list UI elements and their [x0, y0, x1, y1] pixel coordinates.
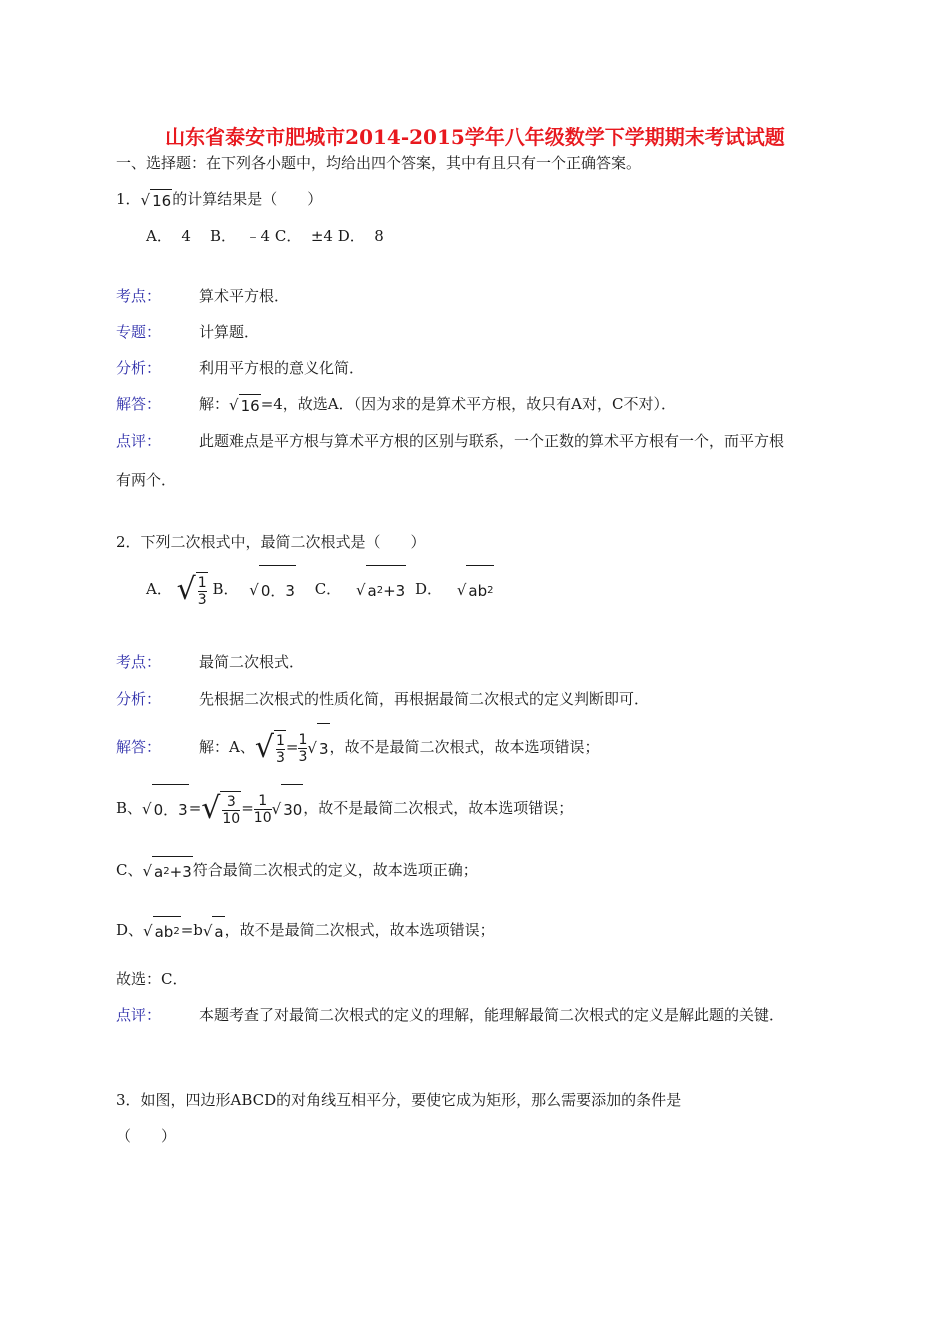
radical-sign-icon: √ — [142, 800, 152, 818]
question-3: 3．如图，四边形ABCD的对角线互相平分，要使它成为矩形，那么需要添加的条件是 — [116, 1091, 682, 1109]
radical-sign-icon: √ — [140, 191, 151, 209]
q1-jieda: 解答： 解： √ 16 =4，故选A．（因为求的是算术平方根，故只有A对，C不对）． — [116, 395, 676, 415]
q1-fenxi: 分析： 利用平方根的意义化简． — [116, 359, 365, 377]
sqrt-expression: √ 0．3 — [142, 784, 189, 835]
radical-sign-icon: √ — [201, 791, 221, 826]
q2-dianping: 点评： 本题考查了对最简二次根式的定义的理解，能理解最简二次根式的定义是解此题的关键． — [116, 1006, 785, 1024]
q2-fenxi: 分析： 先根据二次根式的性质化简，再根据最简二次根式的定义判断即可． — [116, 690, 650, 708]
fraction: $\frac{1}{3}$ — [298, 731, 308, 765]
fraction: $\frac{1}{10}$ — [253, 792, 272, 826]
sqrt-expression: √ 30 — [272, 784, 304, 835]
radical-sign-icon: √ — [143, 922, 153, 940]
q1-dianping: 点评： 此题难点是平方根与算术平方根的区别与联系，一个正数的算术平方根有一个，而平方根 — [116, 432, 785, 450]
q2-line-c: C、 √ a 2 +3 符合最简二次根式的定义，故本选项正确； — [116, 855, 478, 887]
sqrt-fraction: √ $\frac{3}{10}$ — [201, 784, 241, 834]
question-stem: 的计算结果是（ ） — [172, 190, 323, 208]
q2-choice: 故选：C． — [116, 970, 188, 988]
section-heading: 一、选择题：在下列各小题中，均给出四个答案，其中有且只有一个正确答案。 — [116, 154, 642, 172]
question-number: 1． — [116, 190, 141, 208]
sqrt-expression: √ 16 — [141, 189, 173, 212]
radical-sign-icon: √ — [271, 800, 282, 818]
radical-sign-icon: √ — [202, 922, 213, 940]
document-title: 山东省泰安市肥城市2014-2015学年八年级数学下学期期末考试试题 — [165, 125, 785, 149]
sqrt-expression: √ 16 — [229, 394, 261, 417]
q2-kaodian: 考点： 最简二次根式． — [116, 653, 305, 671]
sqrt-expression: √ a — [203, 916, 225, 947]
q1-zhuanti: 专题： 计算题． — [116, 323, 260, 341]
radical-sign-icon: √ — [229, 396, 239, 414]
radical-sign-icon: √ — [142, 862, 153, 880]
q1-dianping-cont: 有两个． — [116, 471, 177, 489]
q2-jieda: 解答： 解：A、 √ $\frac{1}{3}$ = $\frac{1}{3}$ √ 3 ，故不是最简二次根式，故本选项错误； — [116, 722, 600, 774]
q1-options: A． 4 B． ﹣4 C． ±4 D． 8 — [146, 227, 384, 245]
sqrt-expression: √ 3 — [307, 723, 329, 774]
radical-sign-icon: √ — [355, 581, 366, 599]
sqrt-expression: √ a 2 +3 — [142, 856, 192, 887]
sqrt-option-b: √ 0．3 — [249, 565, 296, 616]
q1-kaodian: 考点： 算术平方根． — [116, 287, 290, 305]
sqrt-fraction-option-a: √ $\frac{1}{3}$ — [177, 565, 208, 615]
q2-line-d: D、 √ ab 2 =b √ a ，故不是最简二次根式，故本选项错误； — [116, 915, 495, 947]
sqrt-option-c: √ a 2 +3 — [356, 565, 406, 616]
q3-paren: （ ） — [116, 1127, 177, 1145]
question-1 — [116, 188, 322, 212]
radical-sign-icon: √ — [254, 730, 274, 765]
sqrt-fraction: √ $\frac{1}{3}$ — [255, 723, 286, 773]
radical-sign-icon: √ — [307, 739, 317, 757]
sqrt-option-d: √ ab 2 — [457, 565, 495, 616]
question-2: 2．下列二次根式中，最简二次根式是（ ） — [116, 533, 426, 551]
q2-options: A． √ $\frac{1}{3}$ B． √ 0．3 C． √ a 2 +3 D． √ ab 2 — [146, 564, 494, 616]
q2-line-b: B、 √ 0．3 = √ $\frac{3}{10}$ = $\frac{1}{10}$ √ 30 ，故不是最简二次根式，故本选项错误； — [116, 783, 573, 835]
radical-sign-icon: √ — [456, 581, 467, 599]
sqrt-expression: √ ab 2 — [143, 916, 181, 947]
radical-sign-icon: √ — [176, 572, 196, 607]
radical-sign-icon: √ — [249, 581, 259, 599]
